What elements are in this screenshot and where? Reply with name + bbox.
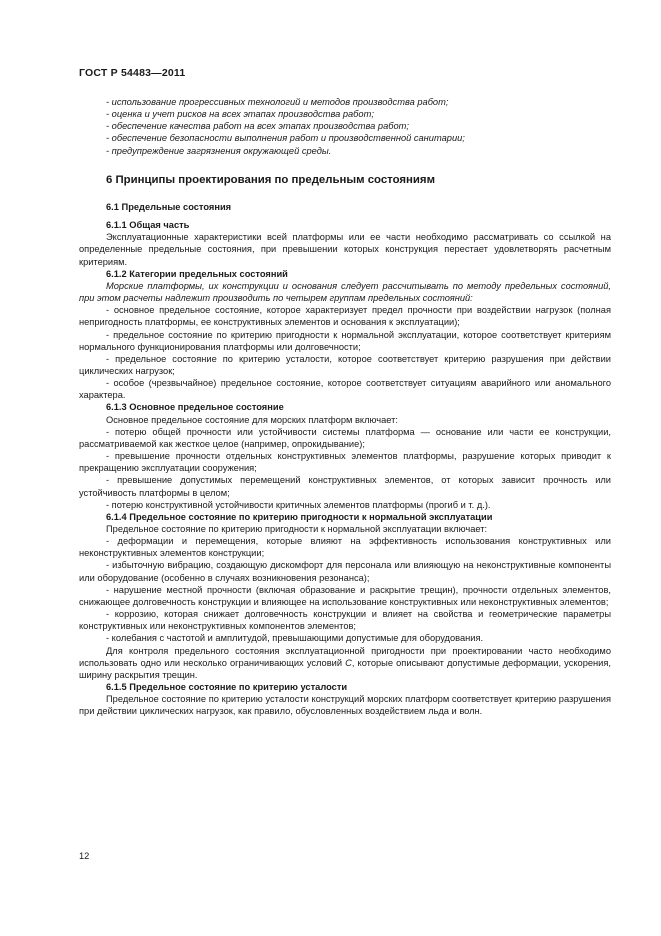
section-6-1-heading: 6.1 Предельные состояния <box>106 201 232 212</box>
list-item: - основное предельное состояние, которое характеризует предел прочности при воздействии нагрузок (полная непригодность платформы, ее конструктивных элементов и основания к эксплуатации); <box>79 305 611 328</box>
section-6-1-1-heading: 6.1.1 Общая часть <box>106 220 190 231</box>
paragraph-text: Для контроля предельного состояния эксплуатационной пригодности при проектировании часто необходимо использовать одно или несколько ограничивающих условий <box>79 645 611 668</box>
section-6-heading: 6 Принципы проектирования по предельным состояниям <box>106 173 436 186</box>
paragraph <box>79 645 611 681</box>
section-6-1-5-heading: 6.1.5 Предельное состояние по критерию усталости <box>106 682 348 693</box>
list-item: - деформации и перемещения, которые влияют на эффективность использования конструктивных или неконструктивных элементов конструкции; <box>79 536 611 559</box>
list-item: - особое (чрезвычайное) предельное состояние, которое соответствует ситуациям аварийного или аномального характера. <box>79 378 611 401</box>
variable-c: C <box>345 657 352 668</box>
list-item: - превышение допустимых перемещений конструктивных элементов, от которых зависит прочность или устойчивость платформы в целом; <box>79 475 611 498</box>
page-number: 12 <box>79 851 90 861</box>
list-item: - потерю конструктивной устойчивости критичных элементов платформы (прогиб и т. д.). <box>106 499 491 510</box>
paragraph: Предельное состояние по критерию усталости конструкций морских платформ соответствует критерию разрушения при действии циклических нагрузок, как правило, обусловленных воздействием льда и волн. <box>79 694 611 717</box>
paragraph: Предельное состояние по критерию пригодности к нормальной эксплуатации включает: <box>106 524 488 534</box>
top-bullet-list <box>79 96 611 157</box>
paragraph-text: , которые описывают допустимые деформации, ускорения, ширину раскрытия трещин. <box>79 657 611 680</box>
paragraph: Морские платформы, их конструкции и основания следует рассчитывать по методу предельных состояний, при этом расчеты надлежит производить по четырем группам предельных состояний: <box>79 280 611 304</box>
paragraph: Основное предельное состояние для морских платформ включает: <box>106 414 398 425</box>
list-item: - предельное состояние по критерию пригодности к нормальной эксплуатации, которое соответствует критериям нормального функционирования платформы или долговечности; <box>79 329 611 352</box>
list-item: - обеспечение качества работ на всех этапах производства работ; <box>106 121 409 132</box>
list-item: - использование прогрессивных технологий и методов производства работ; <box>106 97 449 107</box>
section-6-1-2-heading: 6.1.2 Категории предельных состояний <box>106 268 288 279</box>
list-item: - предупреждение загрязнения окружающей среды. <box>106 145 332 156</box>
list-item: - колебания с частотой и амплитудой, превышающими допустимые для оборудования. <box>106 633 484 644</box>
list-item: - предельное состояние по критерию усталости, которое соответствует критерию разрушения при действии циклических нагрузок; <box>79 353 611 376</box>
section-6-1-4-heading: 6.1.4 Предельное состояние по критерию пригодности к нормальной эксплуатации <box>106 511 493 522</box>
list-item: - обеспечение безопасности выполнения работ и производственной санитарии; <box>106 133 465 144</box>
list-item: - оценка и учет рисков на всех этапах производства работ; <box>106 109 374 120</box>
list-item: - превышение прочности отдельных конструктивных элементов платформы, разрушение которых приводит к прекращению эксплуатации сооружения; <box>79 451 611 474</box>
section-6-1-3-heading: 6.1.3 Основное предельное состояние <box>106 402 284 413</box>
list-item: - нарушение местной прочности (включая образование и раскрытие трещин), прочности отдельных элементов, снижающее долговечность конструкции и влияющее на использование конструктивных или неконструктивных элементов; <box>79 584 611 607</box>
list-item: - потерю общей прочности или устойчивости системы платформа — основание или части ее конструкции, рассматриваемой как жесткое целое (например, опрокидывание); <box>79 426 611 449</box>
page-content <box>79 96 611 718</box>
document-id-header: ГОСТ Р 54483—2011 <box>79 67 186 79</box>
paragraph: Эксплуатационные характеристики всей платформы или ее части необходимо рассматривать со ссылкой на определенные предельные состояния, при превышении которых конструкция перестает удовлетворять расчетным критериям. <box>79 232 611 267</box>
list-item: - избыточную вибрацию, создающую дискомфорт для персонала или влияющую на неконструктивные компоненты или оборудование (особенно в случаях возникновения резонанса); <box>79 560 611 583</box>
list-item: - коррозию, которая снижает долговечность конструкции и влияет на свойства и геометрические параметры конструктивных или неконструктивных компонентов элементов; <box>79 609 611 632</box>
